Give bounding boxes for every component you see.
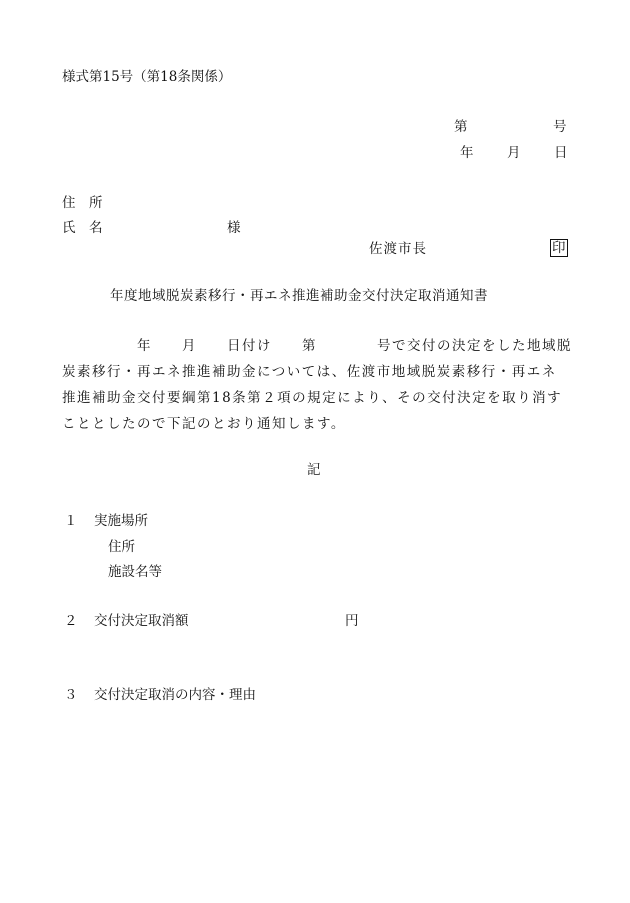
seal-box: 印 — [552, 240, 566, 256]
item2-number: ２ — [64, 613, 78, 629]
recipient-address-label: 住 所 — [62, 195, 103, 211]
date-month: 月 — [507, 145, 521, 161]
body-line: 炭素移行・再エネ推進補助金については、佐渡市地域脱炭素移行・再エネ — [62, 364, 557, 380]
notice-body — [62, 333, 572, 437]
sender-title: 佐渡市長 — [369, 241, 427, 257]
body-line: こととしたので下記のとおり通知します。 — [62, 416, 346, 432]
date-day: 日 — [554, 145, 568, 161]
document-number-prefix: 第 — [454, 119, 468, 135]
recipient-name-label: 氏 名 — [62, 220, 103, 236]
item2-unit: 円 — [345, 613, 359, 629]
item1-sub-facility: 施設名等 — [108, 564, 162, 580]
body-line: 年 月 日付け 第 号で交付の決定をした地域脱 — [62, 338, 572, 354]
item1-sub-address: 住所 — [108, 539, 135, 555]
form-number: 様式第15号（第18条関係） — [62, 69, 232, 85]
item3-number: ３ — [64, 687, 78, 703]
date-year: 年 — [460, 145, 474, 161]
recipient-honorific: 様 — [227, 220, 241, 236]
document-number-suffix: 号 — [553, 119, 567, 135]
body-line: 推進補助金交付要綱第18条第２項の規定により、その交付決定を取り消す — [62, 390, 563, 406]
item3-label: 交付決定取消の内容・理由 — [94, 687, 256, 703]
ki-heading: 記 — [307, 462, 321, 478]
item2-label: 交付決定取消額 — [94, 613, 189, 629]
item1-number: １ — [64, 513, 78, 529]
seal-mark — [550, 239, 568, 257]
notice-title: 年度地域脱炭素移行・再エネ推進補助金交付決定取消通知書 — [110, 288, 488, 304]
item1-label: 実施場所 — [94, 513, 148, 529]
